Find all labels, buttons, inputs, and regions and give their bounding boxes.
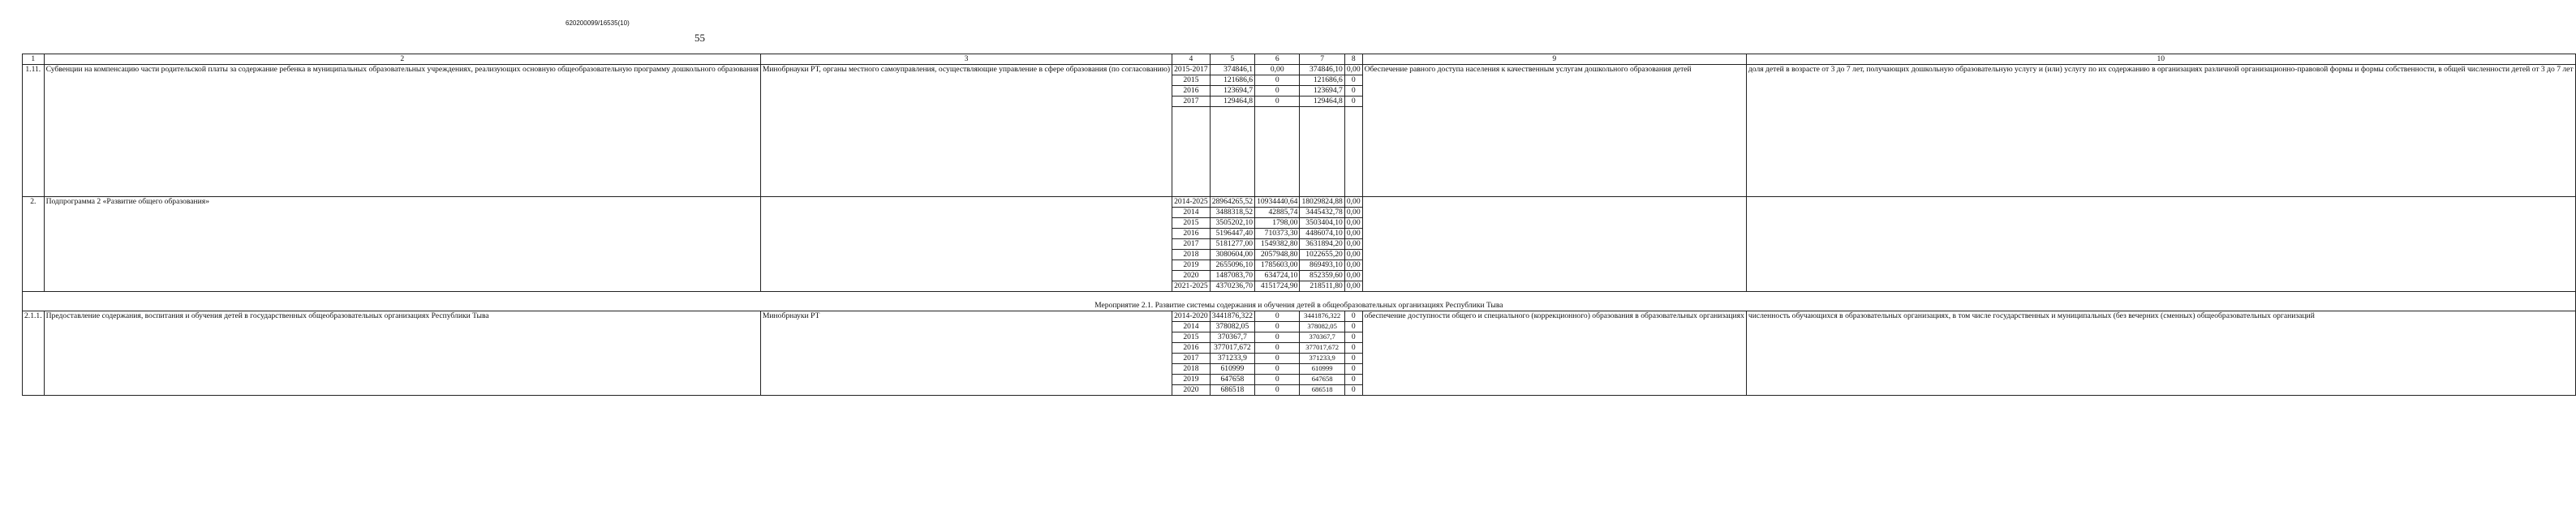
table-row (23, 311, 2576, 321)
year-cell: 2015 (1172, 217, 1211, 228)
total-cell: 1487083,70 (1210, 270, 1254, 281)
other-cell: 0 (1344, 96, 1362, 106)
republic-cell: 129464,8 (1300, 96, 1344, 106)
total-cell: 129464,8 (1210, 96, 1254, 106)
year-cell: 2019 (1172, 374, 1211, 384)
other-cell: 0,00 (1344, 64, 1362, 75)
year-cell: 2015 (1172, 75, 1211, 85)
republic-cell: 3503404,10 (1300, 217, 1344, 228)
republic-cell: 123694,7 (1300, 85, 1344, 96)
row-number: 2.1.1. (23, 311, 45, 395)
other-cell: 0 (1344, 332, 1362, 342)
federal-cell: 0 (1255, 75, 1300, 85)
other-cell: 0 (1344, 374, 1362, 384)
total-cell: 123694,7 (1210, 85, 1254, 96)
republic-cell: 378082,05 (1300, 321, 1344, 332)
year-cell: 2015-2017 (1172, 64, 1211, 75)
col-header-10: 10 (1746, 54, 2575, 65)
empty-cell (1255, 106, 1300, 196)
empty-cell (1210, 106, 1254, 196)
republic-cell: 1022655,20 (1300, 249, 1344, 260)
empty-cell (1172, 106, 1211, 196)
row-number: 2. (23, 196, 45, 291)
year-cell: 2015 (1172, 332, 1211, 342)
other-cell: 0 (1344, 321, 1362, 332)
year-cell: 2014-2025 (1172, 196, 1211, 207)
republic-cell: 377017,672 (1300, 342, 1344, 353)
year-cell: 2016 (1172, 342, 1211, 353)
republic-cell: 852359,60 (1300, 270, 1344, 281)
federal-cell: 0 (1255, 342, 1300, 353)
republic-cell: 686518 (1300, 384, 1344, 395)
federal-cell: 0 (1255, 332, 1300, 342)
republic-cell: 370367,7 (1300, 332, 1344, 342)
result-empty (1362, 196, 1746, 291)
year-cell: 2016 (1172, 228, 1211, 238)
col-header-3: 3 (760, 54, 1172, 65)
other-cell: 0 (1344, 363, 1362, 374)
federal-cell: 0 (1255, 311, 1300, 321)
table-row (23, 196, 2576, 207)
other-cell: 0,00 (1344, 281, 1362, 291)
year-cell: 2014-2020 (1172, 311, 1211, 321)
indicator-empty (1746, 196, 2575, 291)
federal-cell: 0,00 (1255, 64, 1300, 75)
other-cell: 0,00 (1344, 217, 1362, 228)
col-header-9: 9 (1362, 54, 1746, 65)
col-header-8: 8 (1344, 54, 1362, 65)
empty-cell (1344, 106, 1362, 196)
other-cell: 0 (1344, 353, 1362, 363)
total-cell: 28964265,52 (1210, 196, 1254, 207)
year-cell: 2018 (1172, 363, 1211, 374)
page-number: 55 (695, 32, 705, 44)
republic-cell: 869493,10 (1300, 260, 1344, 270)
year-cell: 2020 (1172, 384, 1211, 395)
expected-result: обеспечение доступности общего и специального (коррекционного) образования в образовательных организациях (1362, 311, 1746, 395)
year-cell: 2016 (1172, 85, 1211, 96)
document-id: 620200099/16535(10) (566, 19, 630, 27)
total-cell: 2655096,10 (1210, 260, 1254, 270)
indicator: доля детей в возрасте от 3 до 7 лет, получающих дошкольную образовательную услугу и (или) услугу по их содержанию в организациях различной организационно-правовой формы и формы собственности, в общей численности детей от 3 до 7 лет (1746, 64, 2575, 196)
federal-cell: 0 (1255, 384, 1300, 395)
year-cell: 2014 (1172, 207, 1211, 217)
total-cell: 5181277,00 (1210, 238, 1254, 249)
measure-name: Субвенции на компенсацию части родительской платы за содержание ребенка в муниципальных образовательных учреждениях, реализующих основную общеобразовательную программу дошкольного образования (44, 64, 760, 196)
other-cell: 0 (1344, 384, 1362, 395)
federal-cell: 0 (1255, 353, 1300, 363)
federal-cell: 1798,00 (1255, 217, 1300, 228)
total-cell: 686518 (1210, 384, 1254, 395)
republic-cell: 610999 (1300, 363, 1344, 374)
col-header-6: 6 (1255, 54, 1300, 65)
federal-cell: 4151724,90 (1255, 281, 1300, 291)
expected-result: Обеспечение равного доступа населения к качественным услугам дошкольного образования детей (1362, 64, 1746, 196)
section-title: Мероприятие 2.1. Развитие системы содержания и обучения детей в общеобразовательных организациях Республики Тыва (23, 291, 2576, 311)
col-header-5: 5 (1210, 54, 1254, 65)
year-cell: 2017 (1172, 96, 1211, 106)
other-cell: 0,00 (1344, 196, 1362, 207)
total-cell: 121686,6 (1210, 75, 1254, 85)
subprogram-name: Подпрограмма 2 «Развитие общего образования» (44, 196, 760, 291)
republic-cell: 647658 (1300, 374, 1344, 384)
col-header-1: 1 (23, 54, 45, 65)
other-cell: 0,00 (1344, 249, 1362, 260)
republic-cell: 218511,80 (1300, 281, 1344, 291)
other-cell: 0 (1344, 75, 1362, 85)
other-cell: 0,00 (1344, 228, 1362, 238)
year-cell: 2021-2025 (1172, 281, 1211, 291)
republic-cell: 3441876,322 (1300, 311, 1344, 321)
other-cell: 0 (1344, 342, 1362, 353)
budget-table (22, 54, 2576, 396)
federal-cell: 0 (1255, 374, 1300, 384)
total-cell: 3080604,00 (1210, 249, 1254, 260)
table-row (23, 64, 2576, 75)
indicator: численность обучающихся в образовательных организациях, в том числе государственных и муниципальных (без вечерних (сменных) общеобразовательных организаций (1746, 311, 2575, 395)
republic-cell: 3445432,78 (1300, 207, 1344, 217)
total-cell: 5196447,40 (1210, 228, 1254, 238)
column-header-row (23, 54, 2576, 65)
republic-cell: 4486074,10 (1300, 228, 1344, 238)
federal-cell: 1549382,80 (1255, 238, 1300, 249)
total-cell: 647658 (1210, 374, 1254, 384)
republic-cell: 374846,10 (1300, 64, 1344, 75)
year-cell: 2017 (1172, 238, 1211, 249)
executor: Минобрнауки РТ (760, 311, 1172, 395)
republic-cell: 121686,6 (1300, 75, 1344, 85)
col-header-7: 7 (1300, 54, 1344, 65)
year-cell: 2020 (1172, 270, 1211, 281)
year-cell: 2018 (1172, 249, 1211, 260)
other-cell: 0 (1344, 311, 1362, 321)
federal-cell: 710373,30 (1255, 228, 1300, 238)
republic-cell: 3631894,20 (1300, 238, 1344, 249)
empty-cell (1300, 106, 1344, 196)
federal-cell: 634724,10 (1255, 270, 1300, 281)
total-cell: 370367,7 (1210, 332, 1254, 342)
other-cell: 0,00 (1344, 207, 1362, 217)
federal-cell: 0 (1255, 85, 1300, 96)
federal-cell: 0 (1255, 363, 1300, 374)
total-cell: 3505202,10 (1210, 217, 1254, 228)
col-header-4: 4 (1172, 54, 1211, 65)
total-cell: 610999 (1210, 363, 1254, 374)
federal-cell: 0 (1255, 321, 1300, 332)
federal-cell: 0 (1255, 96, 1300, 106)
total-cell: 377017,672 (1210, 342, 1254, 353)
other-cell: 0,00 (1344, 260, 1362, 270)
republic-cell: 371233,9 (1300, 353, 1344, 363)
section-row (23, 291, 2576, 311)
other-cell: 0,00 (1344, 238, 1362, 249)
year-cell: 2014 (1172, 321, 1211, 332)
year-cell: 2019 (1172, 260, 1211, 270)
federal-cell: 2057948,80 (1255, 249, 1300, 260)
other-cell: 0,00 (1344, 270, 1362, 281)
total-cell: 3441876,322 (1210, 311, 1254, 321)
executor-empty (760, 196, 1172, 291)
row-number: 1.11. (23, 64, 45, 196)
federal-cell: 1785603,00 (1255, 260, 1300, 270)
measure-name: Предоставление содержания, воспитания и обучения детей в государственных общеобразовательных организациях Республики Тыва (44, 311, 760, 395)
col-header-2: 2 (44, 54, 760, 65)
federal-cell: 42885,74 (1255, 207, 1300, 217)
year-cell: 2017 (1172, 353, 1211, 363)
federal-cell: 10934440,64 (1255, 196, 1300, 207)
executor: Минобрнауки РТ, органы местного самоуправления, осуществляющие управление в сфере образования (по согласованию) (760, 64, 1172, 196)
total-cell: 3488318,52 (1210, 207, 1254, 217)
total-cell: 374846,1 (1210, 64, 1254, 75)
republic-cell: 18029824,88 (1300, 196, 1344, 207)
total-cell: 378082,05 (1210, 321, 1254, 332)
other-cell: 0 (1344, 85, 1362, 96)
total-cell: 4370236,70 (1210, 281, 1254, 291)
total-cell: 371233,9 (1210, 353, 1254, 363)
